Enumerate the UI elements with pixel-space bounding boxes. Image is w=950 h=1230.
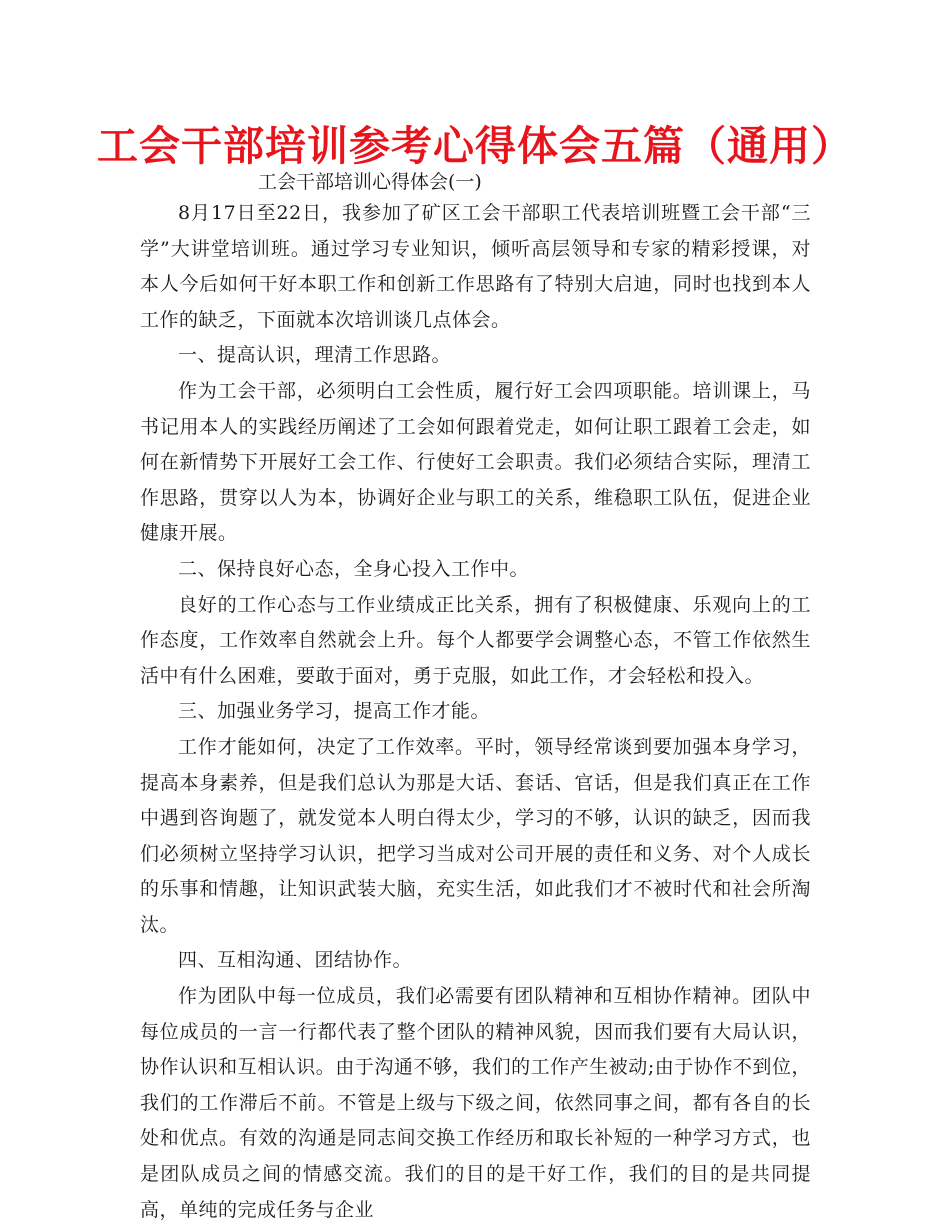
document-subtitle: 工会干部培训心得体会(一) [258, 171, 482, 193]
paragraph-section-3: 工作才能如何，决定了工作效率。平时，领导经常谈到要加强本身学习，提高本身素养，但是我们总认为那是大话、套话、官话，但是我们真正在工作中遇到咨询题了，就发觉本人明白得太少，学习的不够，认识的缺乏，因而我们必须树立坚持学习认识，把学习当成对公司开展的责任和义务、对个人成长的乐事和情趣，让知识武装大脑，充实生活，如此我们才不被时代和社会所淘汰。 [140, 735, 811, 936]
section-heading-4: 四、互相沟通、团结协作。 [178, 949, 413, 972]
document-title: 工会干部培训参考心得体会五篇（通用） [97, 122, 853, 170]
paragraph-section-2: 良好的工作心态与工作业绩成正比关系，拥有了积极健康、乐观向上的工作态度，工作效率自然就会上升。每个人都要学会调整心态，不管工作依然生活中有什么困难，要敢于面对，勇于克服，如此工作，才会轻松和投入。 [140, 593, 811, 687]
document-body [140, 196, 811, 1228]
section-heading-3: 三、加强业务学习，提高工作才能。 [178, 700, 491, 723]
paragraph-intro: 8月17日至22日，我参加了矿区工会干部职工代表培训班暨工会干部“三学”大讲堂培训班。通过学习专业知识，倾听高层领导和专家的精彩授课，对本人今后如何干好本职工作和创新工作思路有了特别大启迪，同时也找到本人工作的缺乏，下面就本次培训谈几点体会。 [140, 202, 811, 331]
paragraph-section-4: 作为团队中每一位成员，我们必需要有团队精神和互相协作精神。团队中每位成员的一言一行都代表了整个团队的精神风貌，因而我们要有大局认识，协作认识和互相认识。由于沟通不够，我们的工作产生被动;由于协作不到位，我们的工作滞后不前。不管是上级与下级之间，依然同事之间，都有各自的长处和优点。有效的沟通是同志间交换工作经历和取长补短的一种学习方式，也是团队成员之间的情感交流。我们的目的是干好工作，我们的目的是共同提高，单纯的完成任务与企业 [140, 985, 811, 1221]
section-heading-2: 二、保持良好心态，全身心投入工作中。 [178, 557, 530, 580]
paragraph-section-1: 作为工会干部，必须明白工会性质，履行好工会四项职能。培训课上，马书记用本人的实践经历阐述了工会如何跟着党走，如何让职工跟着工会走，如何在新情势下开展好工会工作、行使好工会职责。我们必须结合实际，理清工作思路，贯穿以人为本，协调好企业与职工的关系，维稳职工队伍，促进企业健康开展。 [140, 379, 811, 545]
section-heading-1: 一、提高认识，理清工作思路。 [178, 344, 452, 367]
